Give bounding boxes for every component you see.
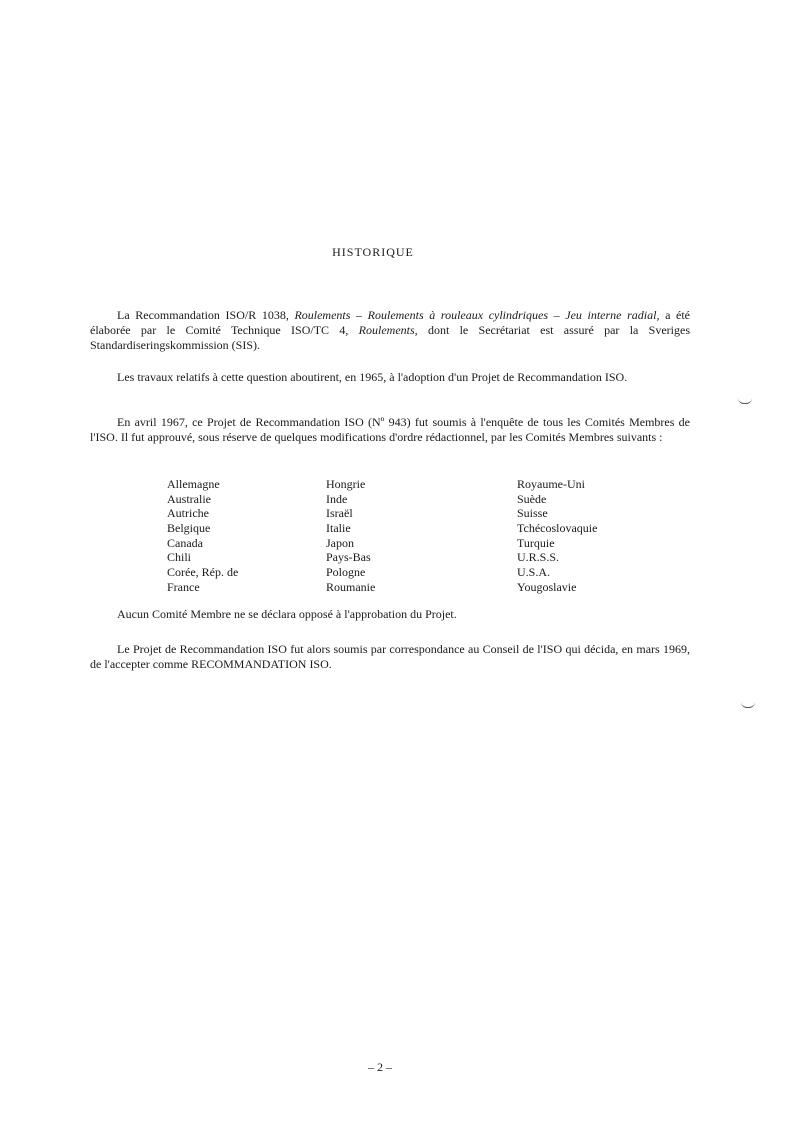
countries-column-1	[167, 477, 238, 595]
page-heading: HISTORIQUE	[332, 245, 414, 259]
country-item: Corée, Rép. de	[167, 565, 239, 580]
history-paragraph-2	[90, 370, 690, 385]
p1-text-a: La Recommandation ISO/R 1038,	[117, 308, 295, 322]
country-item: Inde	[326, 491, 348, 506]
history-paragraph-5	[90, 642, 690, 672]
p1-title-italic: Roulements – Roulements à rouleaux cylindriques – Jeu interne radial,	[294, 308, 660, 322]
country-item: Tchécoslovaquie	[517, 521, 598, 536]
country-item: Canada	[167, 535, 203, 550]
country-item: Autriche	[167, 506, 209, 521]
country-item: Yougoslavie	[517, 579, 577, 594]
country-item: U.R.S.S.	[517, 550, 560, 565]
p2-text: Les travaux relatifs à cette question aboutirent, en 1965, à l'adoption d'un Projet de Recommandation ISO.	[117, 370, 628, 384]
history-paragraph-3	[90, 415, 690, 445]
p1-committee-italic: Roulements,	[358, 323, 418, 337]
country-item: Pays-Bas	[326, 550, 371, 565]
country-item: France	[167, 579, 200, 594]
country-item: Roumanie	[326, 579, 376, 594]
country-item: Allemagne	[167, 477, 220, 491]
p4-text: Aucun Comité Membre ne se déclara opposé à l'approbation du Projet.	[117, 607, 457, 621]
country-item: Israël	[326, 506, 353, 521]
page-number: – 2 –	[368, 1060, 392, 1074]
countries-column-2	[326, 477, 375, 595]
country-item: Turquie	[517, 535, 555, 550]
country-item: Pologne	[326, 565, 366, 580]
p3-text: En avril 1967, ce Projet de Recommandation ISO (Nº 943) fut soumis à l'enquête de tous les Comités Membres de l'ISO. Il fut approuvé, sous réserve de quelques modifications d'ordre rédactionnel, par les Comités Membres suivants :	[90, 415, 690, 444]
country-item: Belgique	[167, 521, 211, 536]
country-item: Japon	[326, 535, 354, 550]
country-item: Royaume-Uni	[517, 477, 585, 491]
history-paragraph-1	[90, 308, 690, 353]
country-item: U.S.A.	[517, 565, 551, 580]
country-item: Italie	[326, 521, 351, 536]
country-item: Hongrie	[326, 477, 366, 491]
p1-text-e: dont le Secrétariat est assuré par la Sveriges Standardiseringskommission (SIS).	[90, 323, 690, 352]
p5-text: Le Projet de Recommandation ISO fut alors soumis par correspondance au Conseil de l'ISO qui décida, en mars 1969, de l'accepter comme RECOMMANDATION ISO.	[90, 642, 690, 671]
country-item: Suisse	[517, 506, 548, 521]
scan-mark	[738, 398, 752, 404]
country-item: Suède	[517, 491, 547, 506]
country-item: Chili	[167, 550, 192, 565]
scan-mark	[741, 702, 755, 708]
p1-text-c: a été élaborée par le Comité Technique ISO/TC 4,	[90, 308, 690, 337]
history-paragraph-4	[90, 607, 690, 622]
countries-column-3	[517, 477, 597, 595]
country-item: Australie	[167, 491, 211, 506]
